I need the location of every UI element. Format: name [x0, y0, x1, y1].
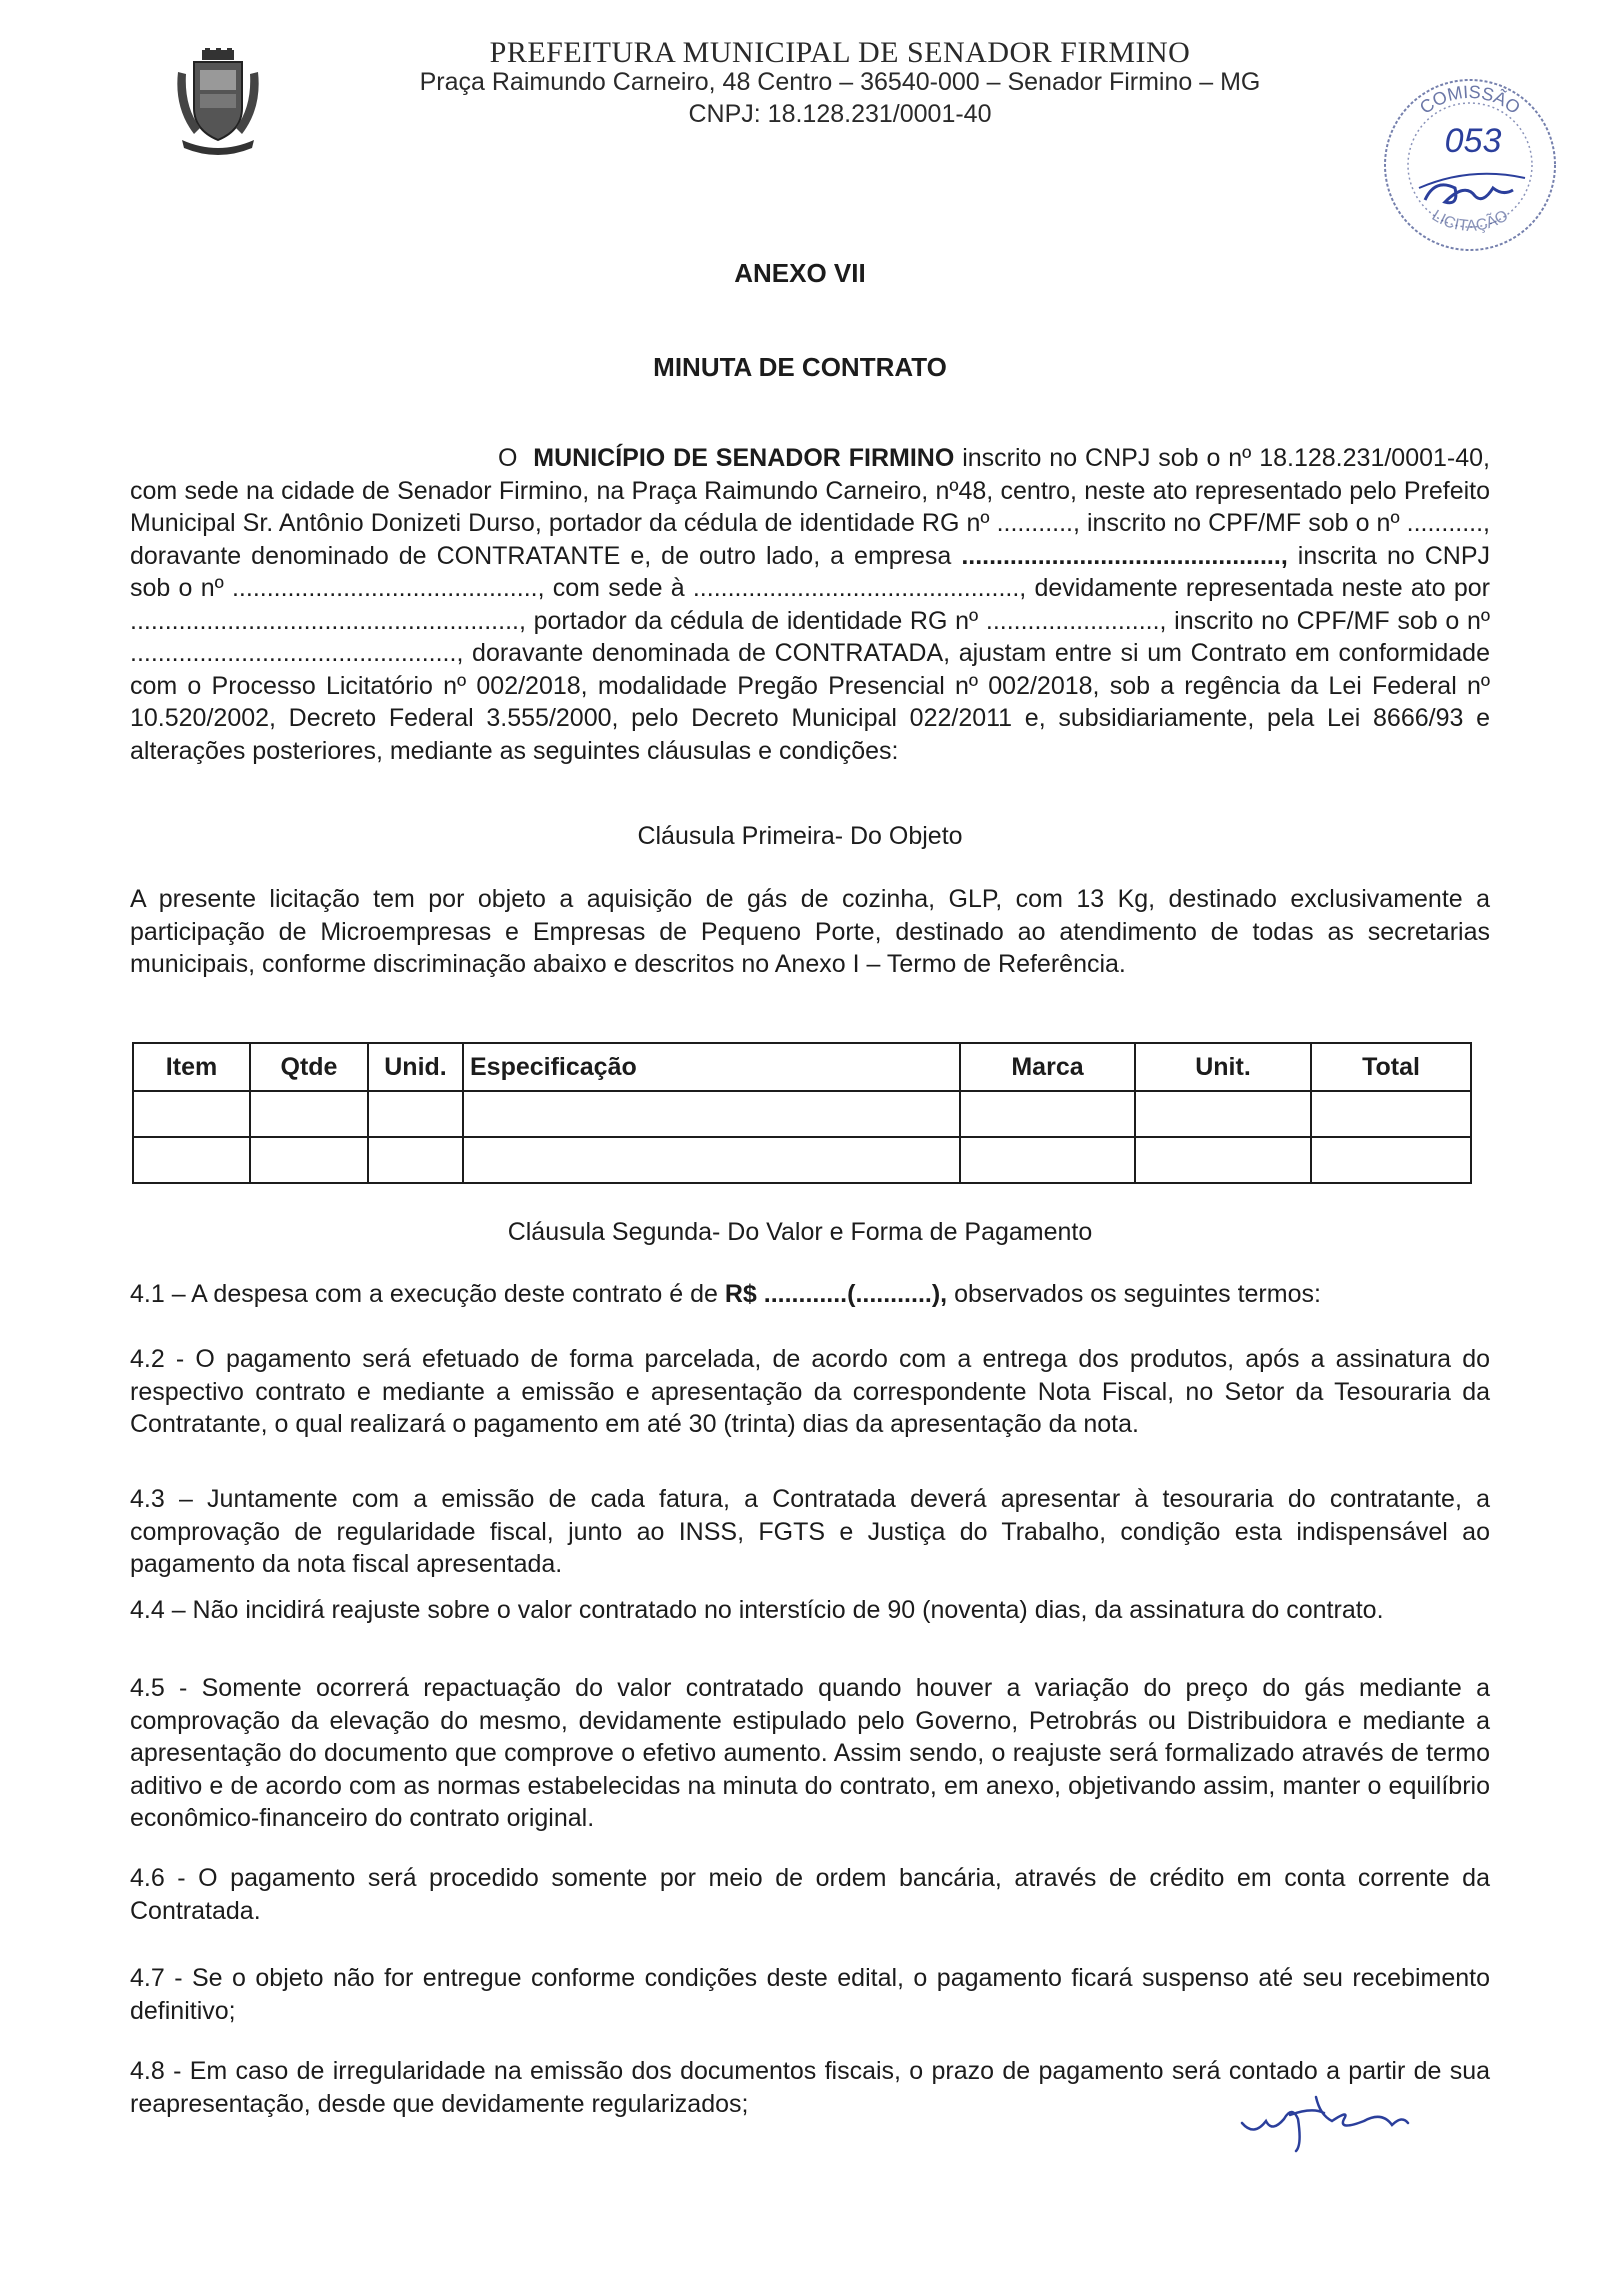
clause-4-1: [130, 1278, 1490, 1311]
clause-4-6: 4.6 - O pagamento será procedido somente por meio de ordem bancária, através de crédito em conta corrente da Contratada.: [130, 1864, 1490, 1925]
clause-4-8: 4.8 - Em caso de irregularidade na emissão dos documentos fiscais, o prazo de pagamento será contado a partir de sua reapresentação, desde que devidamente regularizados;: [130, 2057, 1490, 2118]
clause-4-1-terms: observados os seguintes termos:: [954, 1280, 1321, 1308]
intro-text-2: inscrita no CNPJ sob o nº ............................................, com sede à ..............................................., devidamente representada neste ato por ........................................................, portador da cédula de identidade RG nº ........................., inscrito no CPF/MF sob o nº ..............................................., doravante denominada de CONTRATADA, ajustam entre si um Contrato em conformidade com o Processo Licitatório nº 002/2018, modalidade Pregão Presencial nº 002/2018, sob a regência da Lei Federal nº 10.520/2002, Decreto Federal 3.555/2000, pelo Decreto Municipal 022/2011 e, subsidiariamente, pela Lei 8666/93 e alterações posteriores, mediante as seguintes cláusulas e condições:: [130, 541, 1491, 765]
table-row: [133, 1137, 1471, 1183]
clause-4-3: 4.3 – Juntamente com a emissão de cada fatura, a Contratada deverá apresentar à tesouraria do contratante, a comprovação de regularidade fiscal, junto ao INSS, FGTS e Justiça do Trabalho, condição esta indispensável ao pagamento da nota fiscal apresentada.: [130, 1485, 1490, 1578]
intro-text: inscrito no CNPJ sob o nº 18.128.231/0001-40, com sede na cidade de Senador Firmino, na Praça Raimundo Carneiro, nº48, centro, neste ato representado pelo Prefeito Municipal Sr. Antônio Donizeti Durso, portador da cédula de identidade RG nº ..........., inscrito no CPF/MF sob o nº ..........., doravante denominado de CONTRATANTE e, de outro lado, a empresa: [130, 444, 1490, 570]
clause-1-text: A presente licitação tem por objeto a aquisição de gás de cozinha, GLP, com 13 Kg, destinado exclusivamente a participação de Microempresas e Empresas de Pequeno Porte, destinado ao atendimento de todas as secretarias municipais, conforme discriminação abaixo e descritos no Anexo I – Termo de Referência.: [130, 885, 1490, 978]
municipal-crest-icon: [172, 48, 264, 158]
items-table: [132, 1042, 1472, 1184]
clause-4-5: 4.5 - Somente ocorrerá repactuação do valor contratado quando houver a variação do preço do gás mediante a comprovação da elevação do mesmo, devidamente estipulado pelo Governo, Petrobrás ou Distribuidora e mediante a apresentação do documento que comprove o efetivo aumento. Assim sendo, o reajuste será formalizado através de termo aditivo e de acordo com as normas estabelecidas na minuta do contrato, em anexo, objetivando assim, manter o equilíbrio econômico-financeiro do contrato original.: [130, 1674, 1490, 1832]
annex-title: ANEXO VII: [734, 258, 866, 288]
svg-text:LICITAÇÃO: [1429, 207, 1511, 235]
document-title: MINUTA DE CONTRATO: [653, 352, 947, 382]
col-header-unit: Unit.: [1135, 1043, 1311, 1091]
stamp-bottom-text: LICITAÇÃO: [1428, 207, 1512, 235]
clause-1-title: Cláusula Primeira- Do Objeto: [637, 822, 963, 850]
commission-stamp-icon: [1375, 70, 1565, 260]
stamp-number: 053: [1444, 122, 1502, 160]
clause-4-1-text: 4.1 – A despesa com a execução deste contrato é de: [130, 1280, 718, 1308]
col-header-qtde: Qtde: [250, 1043, 368, 1091]
stamp-top-text: COMISSÃO: [1415, 81, 1524, 118]
col-header-item: Item: [133, 1043, 250, 1091]
clause-4-4: 4.4 – Não incidirá reajuste sobre o valor contratado no interstício de 90 (noventa) dias, da assinatura do contrato.: [130, 1596, 1384, 1624]
col-header-unid: Unid.: [368, 1043, 463, 1091]
col-header-especificacao: Especificação: [463, 1043, 960, 1091]
table-header-row: [133, 1043, 1471, 1091]
col-header-total: Total: [1311, 1043, 1471, 1091]
clause-4-7: 4.7 - Se o objeto não for entregue conforme condições deste edital, o pagamento ficará suspenso até seu recebimento definitivo;: [130, 1964, 1490, 2025]
header-title: PREFEITURA MUNICIPAL DE SENADOR FIRMINO: [489, 36, 1191, 69]
table-row: [133, 1091, 1471, 1137]
intro-paragraph: [130, 442, 1490, 767]
svg-text:COMISSÃO: [1416, 82, 1524, 118]
signature-initials: [1232, 2085, 1432, 2155]
intro-lead: O: [498, 444, 518, 472]
empresa-blank: ..............................................,: [961, 541, 1288, 570]
header-address: Praça Raimundo Carneiro, 48 Centro – 36540-000 – Senador Firmino – MG: [419, 68, 1261, 96]
col-header-marca: Marca: [960, 1043, 1135, 1091]
clause-4-2: 4.2 - O pagamento será efetuado de forma parcelada, de acordo com a entrega dos produtos, após a assinatura do respectivo contrato e mediante a emissão e apresentação da correspondente Nota Fiscal, no Setor da Tesouraria da Contratante, o qual realizará o pagamento em até 30 (trinta) dias da apresentação da nota.: [130, 1345, 1490, 1438]
clause-4-1-value: R$ ............(...........),: [724, 1280, 948, 1308]
header-cnpj: CNPJ: 18.128.231/0001-40: [688, 100, 992, 128]
contractor-name: MUNICÍPIO DE SENADOR FIRMINO: [533, 444, 955, 472]
clause-2-title: Cláusula Segunda- Do Valor e Forma de Pagamento: [507, 1218, 1093, 1246]
